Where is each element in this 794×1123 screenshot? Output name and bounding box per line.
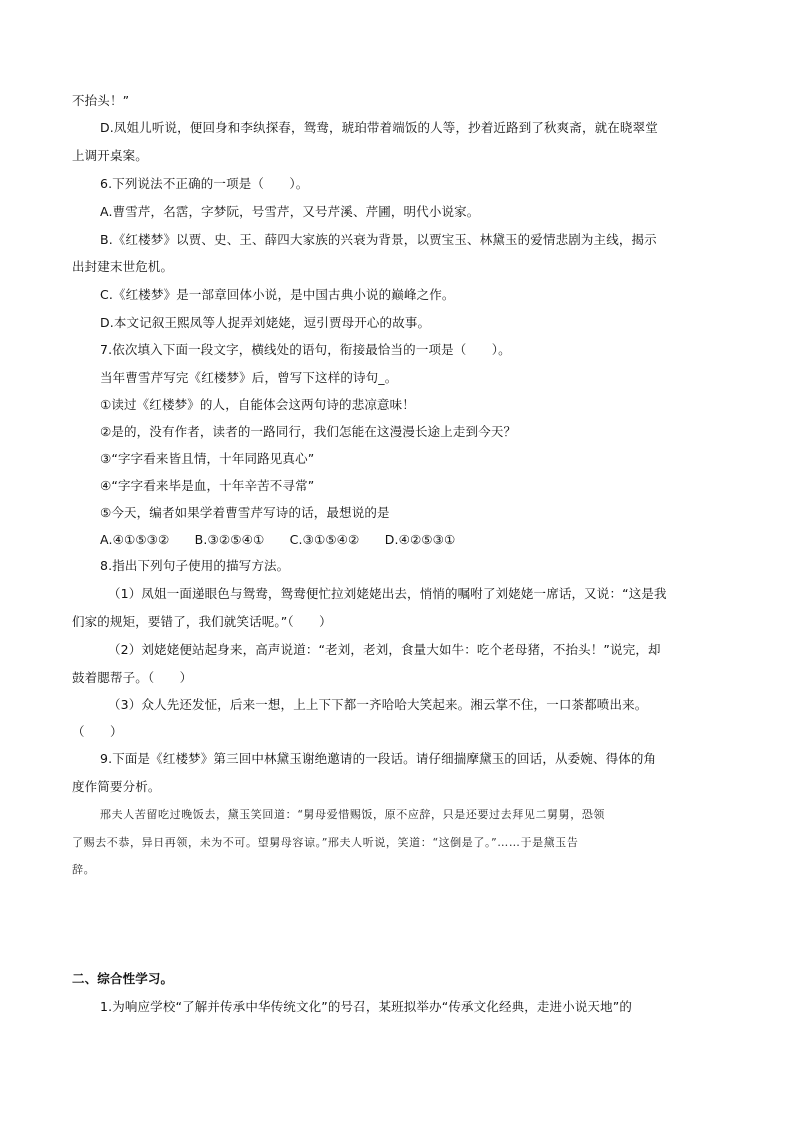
answer-blank: （ ） — [72, 724, 123, 739]
question-7: 7.依次填入下面一段文字，横线处的语句，衔接最恰当的一项是（ ）。 — [100, 342, 511, 357]
text-line: 们家的规矩，要错了，我们就笑话呢。”（ ） — [72, 614, 332, 629]
q9-quote: 了赐去不恭，异日再领，未为不可。望舅母容谅。”邢夫人听说，笑道：“这倒是了。”……于是黛玉告 — [72, 836, 579, 849]
q9-quote: 邢夫人苦留吃过晚饭去，黛玉笑回道：“舅母爱惜赐饭，原不应辞，只是还要过去拜见二舅舅，恐领 — [100, 808, 606, 821]
q6-option-d: D.本文记叙王熙凤等人捉弄刘姥姥，逗引贾母开心的故事。 — [100, 315, 431, 330]
question-6: 6.下列说法不正确的一项是（ ）。 — [100, 176, 309, 191]
text-line: 出封建末世危机。 — [72, 259, 174, 274]
question-9: 9.下面是《红楼梦》第三回中林黛玉谢绝邀请的一段话。请仔细揣摩黛玉的回话，从委婉、得体的角 — [100, 751, 657, 766]
text-line: 不抬头！” — [72, 93, 130, 108]
q7-sentence-2: ②是的，没有作者，读者的一路同行，我们怎能在这漫漫长途上走到今天？ — [100, 424, 517, 439]
q6-option-b: B.《红楼梦》以贾、史、王、薛四大家族的兴衰为背景，以贾宝玉、林黛玉的爱情悲剧为主线，揭示 — [100, 232, 657, 247]
q7-sentence-5: ⑤今天，编者如果学着曹雪芹写诗的话，最想说的是 — [100, 505, 390, 520]
q8-item-2: （2）刘姥姥便站起身来，高声说道：“老刘，老刘，食量大如牛：吃个老母猪，不抬头！”说完，却 — [108, 642, 661, 657]
q9-quote: 辞。 — [72, 863, 96, 876]
section-heading: 二、综合性学习。 — [72, 971, 174, 986]
text-line: 鼓着腮帮子。（ ） — [72, 670, 193, 685]
text-line: 上调开桌案。 — [72, 148, 148, 163]
q7-passage: 当年曹雪芹写完《红楼梦》后，曾写下这样的诗句_。 — [100, 370, 398, 385]
q6-option-c: C.《红楼梦》是一部章回体小说，是中国古典小说的巅峰之作。 — [100, 287, 455, 302]
q7-sentence-3: ③“字字看来皆且情，十年同路见真心” — [100, 451, 315, 466]
q8-item-1: （1）凤姐一面递眼色与鸳鸯，鸳鸯便忙拉刘姥姥出去，悄悄的嘱咐了刘姥姥一席话，又说：“这是我 — [108, 586, 667, 601]
q7-sentence-4: ④“字字看来毕是血，十年辛苦不寻常” — [100, 478, 315, 493]
q8-item-3: （3）众人先还发怔，后来一想，上上下下都一齐哈哈大笑起来。湘云掌不住，一口茶都喷出来。 — [108, 697, 648, 712]
q7-sentence-1: ①读过《红楼梦》的人，自能体会这两句诗的悲凉意味！ — [100, 397, 415, 412]
text-line: 度作简要分析。 — [72, 779, 161, 794]
section-2-question-1: 1.为响应学校“了解并传承中华传统文化”的号召，某班拟举办“传承文化经典，走进小说天地”的 — [100, 999, 633, 1014]
q7-options: A.④①⑤③② B.③②⑤④① C.③①⑤④② D.④②⑤③① — [100, 532, 456, 547]
q6-option-a: A.曹雪芹，名霑，字梦阮，号雪芹，又号芹溪、芹圃，明代小说家。 — [100, 204, 480, 219]
question-8: 8.指出下列句子使用的描写方法。 — [100, 558, 290, 573]
option-d-line: D.凤姐儿听说，便回身和李纨探春，鸳鸯，琥珀带着端饭的人等，抄着近路到了秋爽斋，就在晓翠堂 — [100, 120, 658, 135]
